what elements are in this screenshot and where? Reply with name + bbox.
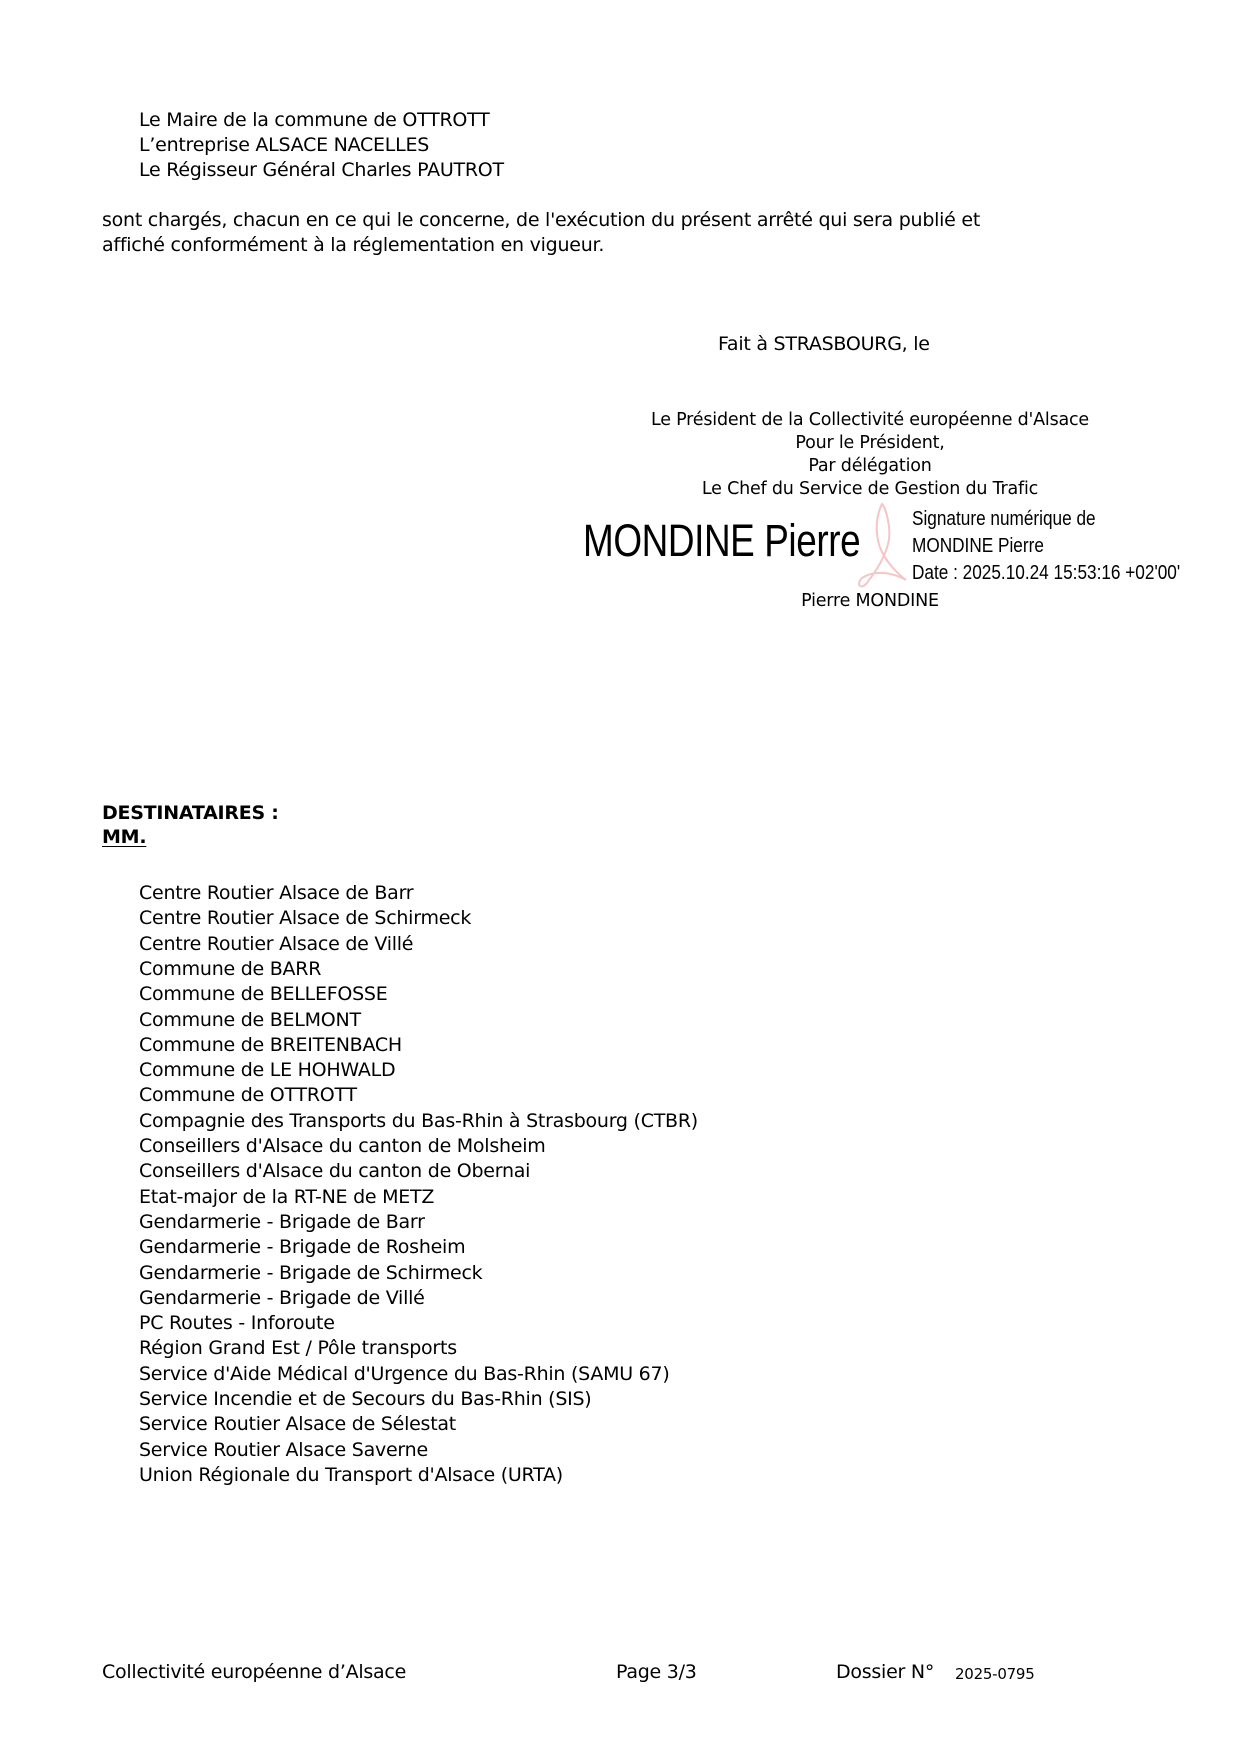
execution-paragraph-line: affiché conformément à la réglementation en vigueur. <box>102 234 605 256</box>
recipient-item: Conseillers d'Alsace du canton de Obernai <box>139 1160 531 1183</box>
digital-signature-watermark-icon <box>852 500 912 592</box>
recipients-heading: DESTINATAIRES : <box>102 802 279 824</box>
signature-name: MONDINE Pierre <box>583 515 861 566</box>
recipient-item: Gendarmerie - Brigade de Schirmeck <box>139 1261 483 1284</box>
recipient-item: Commune de LE HOHWALD <box>139 1059 396 1082</box>
signatory-for: Pour le Président, <box>795 433 945 453</box>
footer-dossier-number: 2025-0795 <box>955 1665 1035 1683</box>
recipient-item: Centre Routier Alsace de Schirmeck <box>139 907 472 930</box>
signatory-role: Le Chef du Service de Gestion du Trafic <box>701 479 1039 499</box>
recipient-item: Etat-major de la RT-NE de METZ <box>139 1185 435 1208</box>
recipient-item: Commune de BELLEFOSSE <box>139 983 388 1006</box>
digital-signature-date: Date : 2025.10.24 15:53:16 +02'00' <box>912 562 1181 584</box>
executor-line: L’entreprise ALSACE NACELLES <box>139 134 430 156</box>
recipient-item: Compagnie des Transports du Bas-Rhin à Strasbourg (CTBR) <box>139 1109 698 1132</box>
recipient-item: Conseillers d'Alsace du canton de Molsheim <box>139 1135 546 1157</box>
footer-dossier-label: Dossier N° <box>836 1661 935 1683</box>
recipient-item: Service Incendie et de Secours du Bas-Rhin (SIS) <box>139 1388 592 1410</box>
signatory-delegation: Par délégation <box>808 456 932 476</box>
recipient-item: Commune de BREITENBACH <box>139 1033 402 1056</box>
recipient-item: Service d'Aide Médical d'Urgence du Bas-Rhin (SAMU 67) <box>139 1362 670 1385</box>
recipient-item: Union Régionale du Transport d'Alsace (URTA) <box>139 1463 563 1486</box>
footer-page-number: Page 3/3 <box>616 1661 697 1683</box>
recipient-item: Gendarmerie - Brigade de Rosheim <box>139 1236 466 1259</box>
recipient-item: Service Routier Alsace Saverne <box>139 1438 428 1461</box>
recipient-item: Centre Routier Alsace de Villé <box>139 932 414 955</box>
digital-signature-signer: MONDINE Pierre <box>912 535 1044 557</box>
recipient-item: Service Routier Alsace de Sélestat <box>139 1413 456 1436</box>
watermark-shape <box>859 504 906 586</box>
recipient-item: Commune de BARR <box>139 957 322 980</box>
execution-paragraph-line: sont chargés, chacun en ce qui le concerne, de l'exécution du présent arrêté qui sera publié et <box>102 209 981 231</box>
digital-signature-label: Signature numérique de <box>912 508 1096 530</box>
recipient-item: PC Routes - Inforoute <box>139 1312 335 1335</box>
recipient-item: Centre Routier Alsace de Barr <box>139 882 414 904</box>
recipient-item: Région Grand Est / Pôle transports <box>139 1337 457 1360</box>
footer-organization: Collectivité européenne d’Alsace <box>102 1661 407 1683</box>
recipient-item: Commune de OTTROTT <box>139 1084 357 1107</box>
printed-name: Pierre MONDINE <box>801 591 939 611</box>
recipient-item: Gendarmerie - Brigade de Villé <box>139 1286 425 1309</box>
place-date: Fait à STRASBOURG, le <box>718 333 930 355</box>
executor-line: Le Régisseur Général Charles PAUTROT <box>139 159 504 181</box>
signatory-title: Le Président de la Collectivité européenne d'Alsace <box>650 410 1090 430</box>
recipients-salutation: MM. <box>102 826 147 848</box>
executor-line: Le Maire de la commune de OTTROTT <box>139 109 490 131</box>
recipient-item: Gendarmerie - Brigade de Barr <box>139 1210 425 1233</box>
recipient-item: Commune de BELMONT <box>139 1008 361 1031</box>
